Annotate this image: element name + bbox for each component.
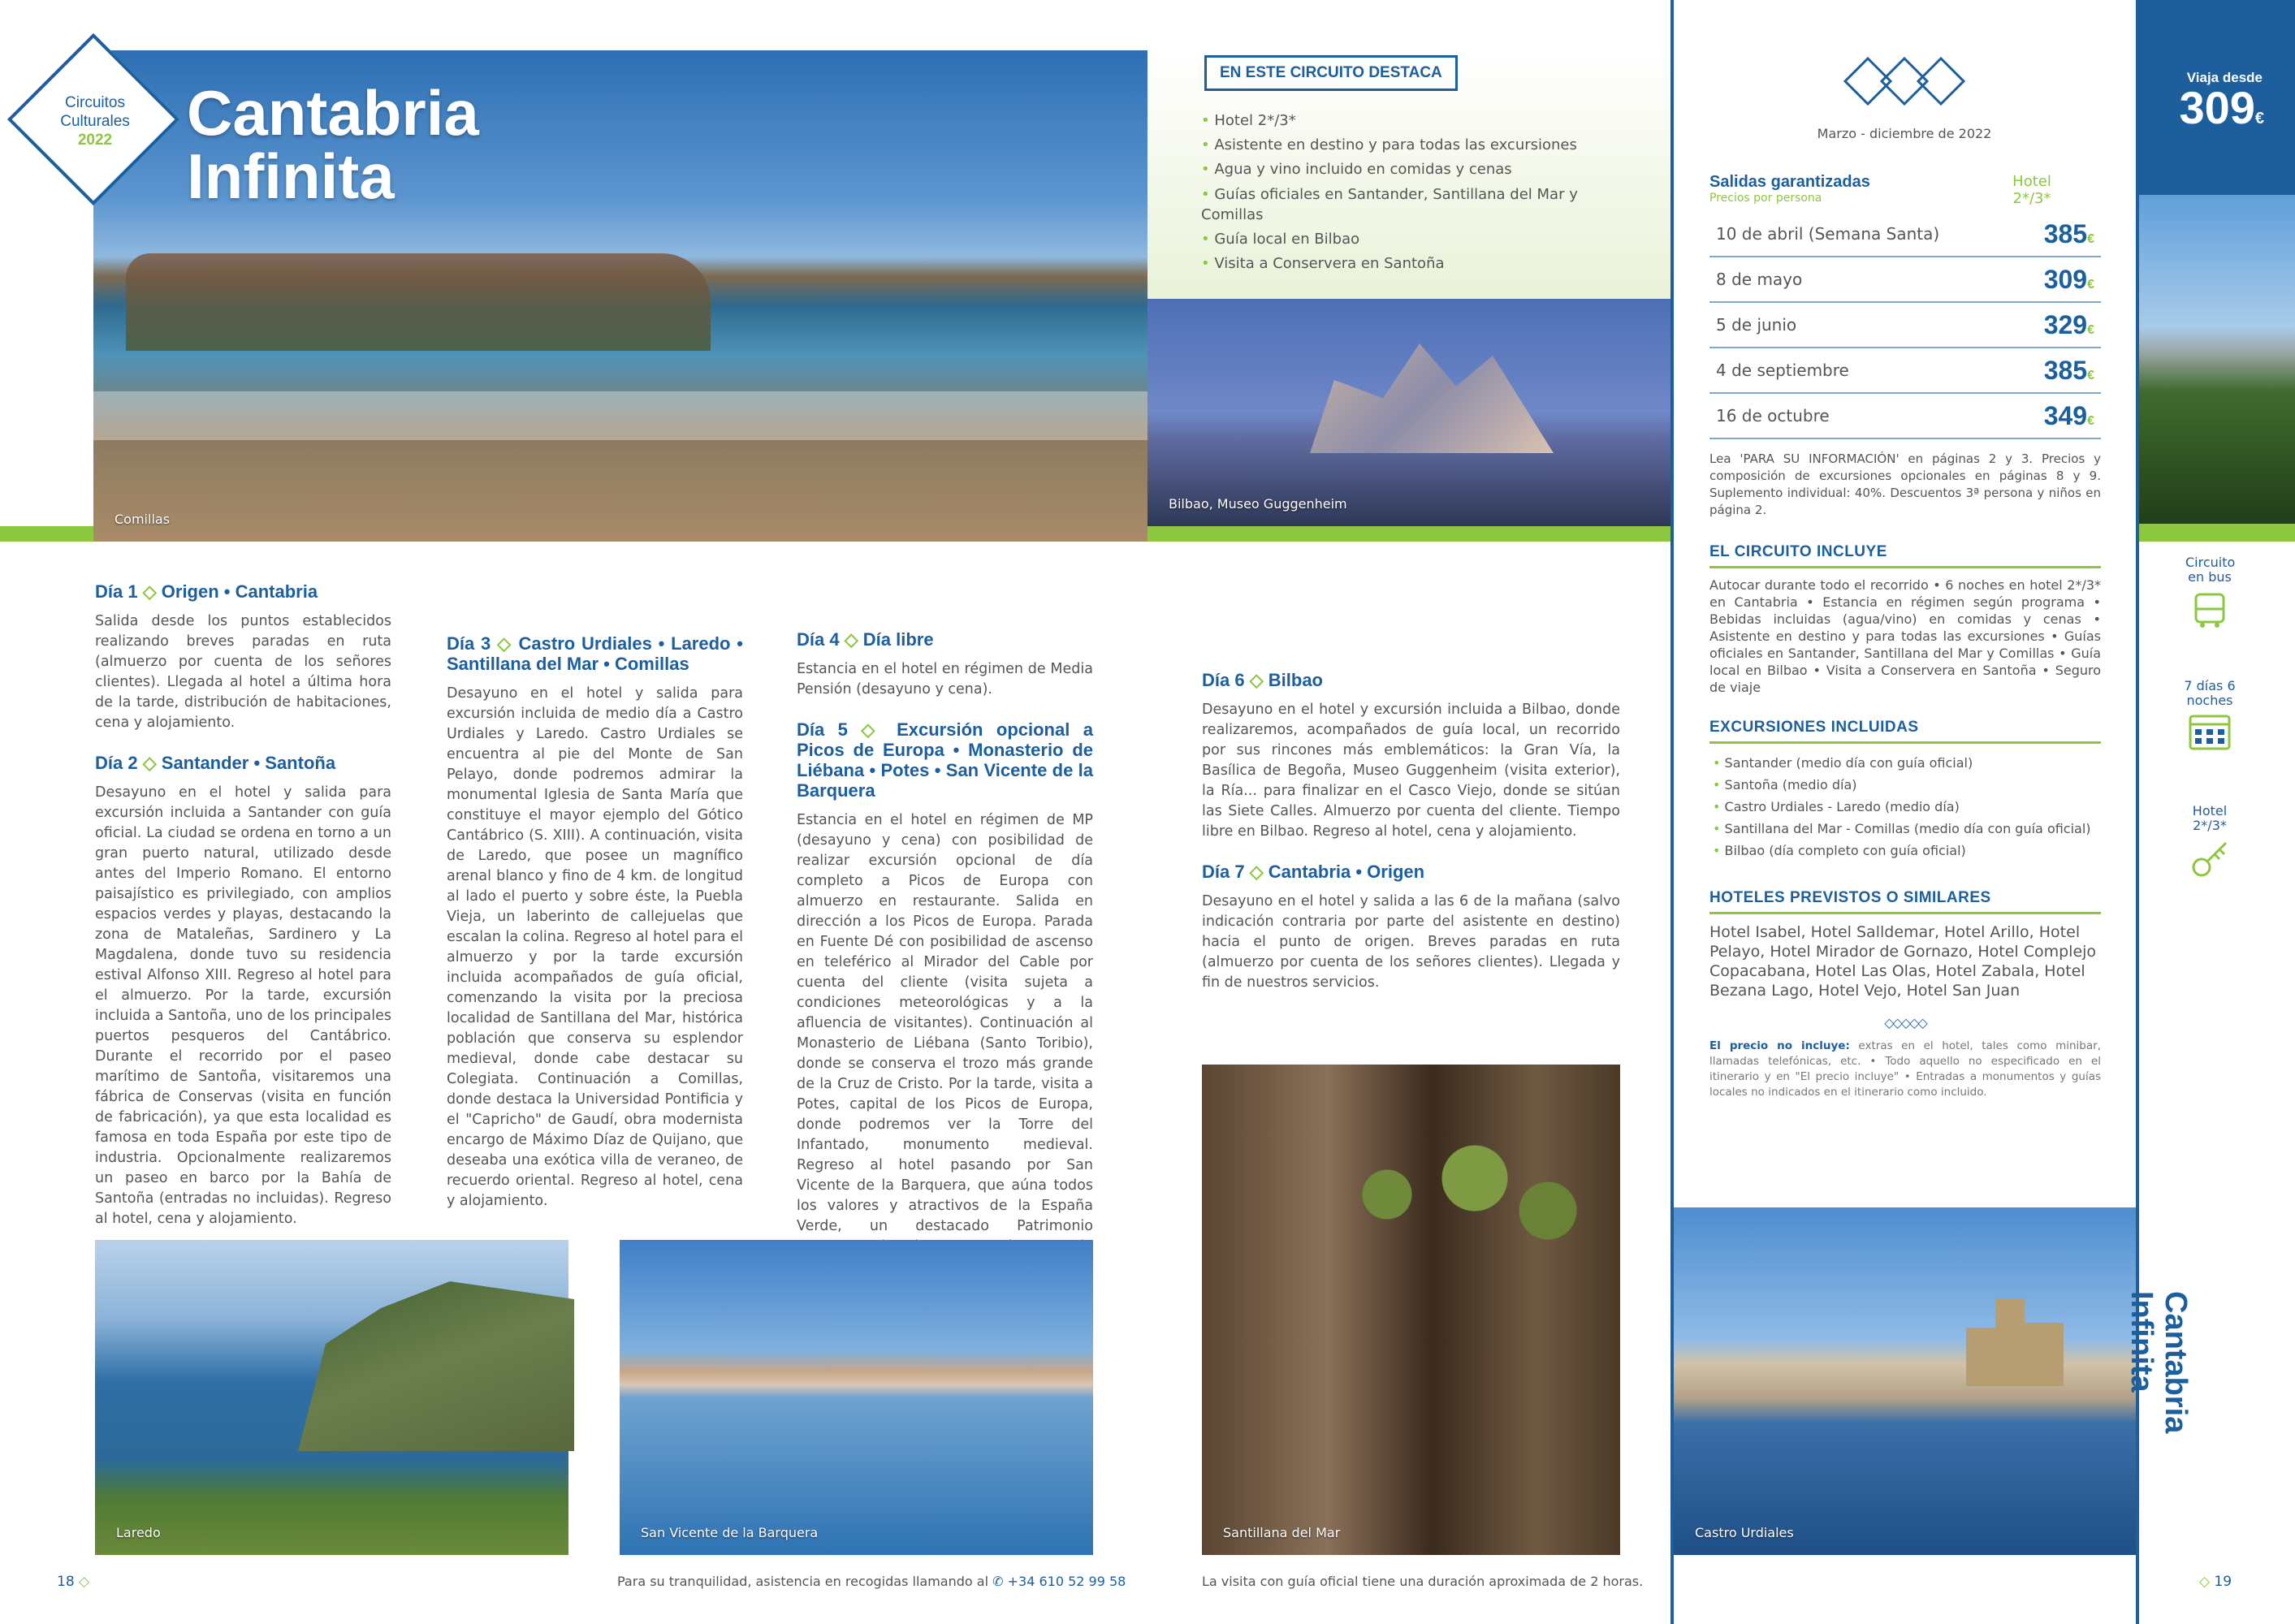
departures-table [1709,212,2101,439]
from-price: 309€ [2179,82,2264,133]
highlight-item: • Visita a Conservera en Santoña [1201,252,1640,276]
day-text: Salida desde los puntos establecidos realizando breves paradas en ruta (almuerzo por cuenta de los señores clientes). Llegada al hotel a última hora de la tarde, distribución de habitaciones, cena y alojamiento. [95,613,391,731]
phone-number: +34 610 52 99 58 [1007,1574,1126,1589]
day-text: Desayuno en el hotel y salida para excursión incluida a Santander con guía oficial. La ciudad se ordena en torno a un gran puerto natural, utilizado desde antes del Imperio Romano. El entorno paisajístico es privilegiado, con amplios espacios verdes y playas, destacando la zona de Mataleñas, Sardinero y La Magdalena, donde tuvo su residencia estival Alfonso XIII. Regreso al hotel para el almuerzo. Por la tarde, excursión incluida a Santoña, uno de los principales puertos pesqueros del Cantábrico. Durante el recorrido por el paseo marítimo de Santoña, visitaremos una fábrica de Conservas (visita en función de fabricación), ya que esta localidad es famosa en toda España por este tipo de industria. Opcionalmente realizaremos un paseo en barco por la Bahía de Santoña (entradas no incluidas). Regreso al hotel, cena y alojamiento. [95,784,391,1227]
photo-caption: Laredo [116,1525,161,1540]
day-route: Día libre [862,629,934,650]
calendar-icon [2187,711,2232,752]
laredo-photo [95,1240,568,1555]
hotels-title: HOTELES PREVISTOS O SIMILARES [1709,889,2101,914]
departure-row: 10 de abril (Semana Santa) 385€ [1709,212,2101,257]
day-text: Desayuno en el hotel y salida para excursión incluida de medio día a Castro Urdiales y Laredo. Castro Urdiales se encuentra al pie del Monte de San Pelayo, donde podremos admirar la monumental Iglesia de Santa María que constituye el mayor ejemplo del Gótico Cantábrico (S. XIII). A continuación, visita de Laredo, que posee un magnífico arenal blanco y fino de 4 km. de longitud al lado el puerto y sobre éste, la Puebla Vieja, un laberinto de callejuelas que escalan la colina. Regreso al hotel para el almuerzo y por la tarde excursión incluida acompañados de guía oficial, comenzando la visita por la preciosa localidad de Santillana del Mar, histórica población que conserva su esplendor medieval, donde cabe destacar su Colegiata. Continuación a Comillas, donde destaca la Universidad Pontificia y el "Capricho" de Gaudí, obra modernista encargo de Máximo Díaz de Quijano, que deseaba una exótica villa de veraneo, de recuerdo oriental. Regreso al hotel, cena y alojamiento. [447,685,743,1209]
highlight-item: • Asistente en destino y para todas las excursiones [1201,133,1640,158]
page-number-left: 18 ◇ [57,1574,90,1590]
day-number: Día 3 [447,633,491,654]
day-number: Día 1 [95,581,138,602]
logo-diamonds [1843,57,1965,106]
departures-subtitle: Precios por persona [1709,192,1822,205]
day-route: Excursión opcional a Picos de Europa • Monasterio de Liébana • Potes • San Vicente de la Barquera [797,719,1094,801]
day-route: Origen • Cantabria [161,581,318,602]
day-number: Día 5 [797,719,848,740]
highlight-item: • Hotel 2*/3* [1201,109,1640,133]
assistance-note: Para su tranquilidad, asistencia en recogidas llamando al ✆ +34 610 52 99 58 [617,1574,1126,1589]
departure-row: 4 de septiembre 385€ [1709,348,2101,394]
day-number: Día 4 [797,629,840,650]
day-text: Estancia en el hotel en régimen de Media Pensión (desayuno y cena). [797,661,1093,698]
page-title: Cantabria Infinita [187,77,479,212]
itinerary-col-3: Día 4 ◇ Día libre Estancia en el hotel en régimen de Media Pensión (desayuno y cena). Día 5 ◇ Excursión opcional a Picos de Europa • Monasterio de Liébana • Potes • San Vicente de la Barquera Estancia en el hotel en régimen de MP (desayuno y cena) con posibilidad de realizar excursión opcional de día completo a Picos de Europa con almuerzo en restaurante. Salida en dirección a los Picos de Europa. Parada en Fuente Dé con posibilidad de ascenso en teleférico al Mirador del Cable por cuenta del cliente (visita sujeta a condiciones meteorológicas y a la afluencia de visitantes). Continuación al Monasterio de Liébana (Santo Toribio), donde se conserva el trozo más grande de la Cruz de Cristo. Por la tarde, visita a Potes, capital de los Picos de Europa, donde podremos ver la Torre del Infantado, monumento medieval. Regreso al hotel pasando por San Vicente de la Barquera, que aúna todos los valores y atractivos de la España Verde, un destacado Patrimonio [797,629,1094,1234]
page-number-right: ◇ 19 [2199,1574,2232,1590]
includes-text: Autocar durante todo el recorrido • 6 noches en hotel 2*/3* en Cantabria • Estancia en régimen según programa • Bebidas incluidas (agua/vino) en comidas y cenas • Asistente en destino y para todas las excursiones • Guías oficiales en Santander, Santillana del Mar y Comillas • Guía local en Bilbao • Visita a Conservera en Santoña • Seguro de viaje [1709,577,2101,695]
photo-caption: Castro Urdiales [1695,1525,1794,1540]
departures-title: Salidas garantizadas [1709,173,1870,191]
not-included-label: El precio no incluye: [1709,1039,1850,1052]
key-icon [2187,836,2232,882]
departure-row: 5 de junio 329€ [1709,303,2101,348]
duration-info: 7 días 6 noches [2165,679,2254,755]
excursion-item: • Santoña (medio día) [1713,774,2101,796]
pricing-note: Lea 'PARA SU INFORMACIÓN' en páginas 2 y 3. Precios y composición de excursiones opcionales en páginas 8 y 9. Suplemento individual: 40%. Descuentos 3ª persona y niños en página 2. [1709,451,2101,517]
mountain-photo [2139,195,2295,524]
badge-line1: Circuitos [65,94,125,111]
day-number: Día 7 [1202,862,1245,882]
departure-row: 16 de octubre 349€ [1709,394,2101,439]
bilbao-photo [1148,299,1670,526]
day-text: Desayuno en el hotel y excursión incluida a Bilbao, donde realizaremos, acompañados de guía local, un recorrido por sus rincones más emblemáticos: la Gran Vía, la Basílica de Begoña, Museo Guggenheim (visita exterior), la Ría... para finalizar en el Casco Viejo, donde se sitúan las Siete Calles. Almuerzo por cuenta del cliente. Tiempo libre en Bilbao. Regreso al hotel, cena y alojamiento. [1202,702,1620,840]
excursion-item: • Castro Urdiales - Laredo (medio día) [1713,796,2101,818]
day-route: Cantabria • Origen [1268,862,1425,882]
itinerary-col-1: Día 1 ◇ Origen • Cantabria Salida desde los puntos establecidos realizando breves paradas en ruta (almuerzo por cuenta de los señores clientes). Llegada al hotel a última hora de la tarde, distribución de habitaciones, cena y alojamiento. Día 2 ◇ Santander • Santoña Desayuno en el hotel y salida para excursión incluida a Santander con guía oficial. La ciudad se ordena en torno a un gran puerto natural, utilizado desde antes del Imperio Romano. El entorno paisajístico es privilegiado, con amplios espacios verdes y playas, destacando la zona de Mataleñas, Sardinero y La Magdalena, donde tuvo su residencia estival Alfonso XIII. Regreso al hotel para el almuerzo. Por la tarde, excursión incluida a Santoña, uno de los principales puertos pesqueros del Cantábrico. Durante el recorrido por el paseo marítimo de Santoña, visitaremos una fábrica de Conservas (visita en función de fabricación), ya que esta localidad es famosa en toda España por este tipo de industria. Opcionalmente realizaremos un paseo en barco por la Bahía de Santoña (entradas no incluidas). Regreso al hotel, cena y alojamiento. [95,581,391,1227]
badge-line2: Culturales [60,113,130,130]
excursion-item: • Santander (medio día con guía oficial) [1713,752,2101,774]
highlights-box [1148,50,1670,299]
day-text: Estancia en el hotel en régimen de MP (desayuno y cena) con posibilidad de realizar excursión opcional de día completo a Picos de Europa con almuerzo en restaurante. Salida en dirección a los Picos de Europa. Parada en Fuente Dé con posibilidad de ascenso en teleférico al Mirador del Cable por cuenta del cliente (visita sujeta a condiciones meteorológicas y a la afluencia de visitantes). Continuación al Monasterio de Liébana (Santo Toribio), donde se conserva el trozo más grande de la Cruz de Cristo. Por la tarde, visita a Potes, capital de los Picos de Europa, donde podremos ver la Torre del Infantado, monumento medieval. Regreso al hotel pasando por San Vicente de la Barquera, que aúna todos los valores y atractivos de la España Verde, un destacado Patrimonio [797,812,1093,1234]
not-included-text: extras en el hotel, tales como minibar, llamadas telefónicas, etc. • Todo aquello no especificado en el itinerario y en "El precio incluye" • Entradas a monumentos y guías locales no indicados en el itinerario como incluido. [1709,1039,2101,1099]
highlight-item: • Agua y vino incluido en comidas y cenas [1201,158,1640,182]
hotels-text: Hotel Isabel, Hotel Salldemar, Hotel Arillo, Hotel Pelayo, Hotel Mirador de Gornazo, Hotel Complejo Copacabana, Hotel Las Olas, Hotel Zabala, Hotel Bezana Lago, Hotel Vejo, Hotel San Juan [1709,923,2097,1000]
excursion-item: • Santillana del Mar - Comillas (medio día con guía oficial) [1713,818,2101,840]
hotel-column-header: Hotel 2*/3* [2012,173,2051,207]
includes-title: EL CIRCUITO INCLUYE [1709,543,2101,568]
castro-photo [1674,1207,2136,1555]
photo-caption: Santillana del Mar [1223,1525,1341,1540]
departure-row: 8 de mayo 309€ [1709,257,2101,303]
excursions-title: EXCURSIONES INCLUIDAS [1709,719,2101,744]
bus-circuit-info: Circuito en bus [2165,555,2254,633]
highlight-item: • Guía local en Bilbao [1201,227,1640,252]
itinerary-col-4: Día 6 ◇ Bilbao Desayuno en el hotel y excursión incluida a Bilbao, donde realizaremos, acompañados de guía local, un recorrido por sus rincones más emblemáticos: la Gran Vía, la Basílica de Begoña, Museo Guggenheim (visita exterior), la Ría... para finalizar en el Casco Viejo, donde se sitúan las Siete Calles. Almuerzo por cuenta del cliente. Tiempo libre en Bilbao. Regreso al hotel, cena y alojamiento. Día 7 ◇ Cantabria • Origen Desayuno en el hotel y salida a las 6 de la mañana (salvo indicación contraria por parte del asistente en destino) hacia el punto de origen. Breves paradas en ruta (almuerzo por cuenta de los señores clientes). Llegada y fin de nuestros servicios. [1202,581,1620,993]
guide-duration-note: La visita con guía oficial tiene una duración aproximada de 2 horas. [1202,1574,1644,1589]
day-text: Desayuno en el hotel y salida a las 6 de la mañana (salvo indicación contraria por parte del asistente en destino) hacia el punto de origen. Breves paradas en ruta (almuerzo por cuenta de los señores clientes). Llegada y fin de nuestros servicios. [1202,893,1620,991]
day-route: Castro Urdiales • Laredo • Santillana del Mar • Comillas [447,633,743,674]
photo-caption: San Vicente de la Barquera [641,1525,819,1540]
diamonds-divider-icon: ◇◇◇◇◇ [1884,1015,1926,1030]
day-number: Día 6 [1202,670,1245,690]
vertical-title: Cantabria Infinita [2124,1291,2193,1434]
day-number: Día 2 [95,753,138,773]
photo-caption: Comillas [115,512,171,527]
date-range: Marzo - diciembre de 2022 [1817,126,1992,141]
santillana-photo [1202,1065,1620,1555]
photo-caption: Bilbao, Museo Guggenheim [1169,496,1347,512]
highlight-item: • Guías oficiales en Santander, Santillana del Mar y Comillas [1201,184,1640,225]
itinerary-col-2: Día 3 ◇ Castro Urdiales • Laredo • Santillana del Mar • Comillas Desayuno en el hotel y salida para excursión incluida de medio día a Castro Urdiales y Laredo. Castro Urdiales se encuentra al pie del Monte de San Pelayo, donde podremos admirar la monumental Iglesia de Santa María que constituye el mayor ejemplo del Gótico Cantábrico (S. XIII). A continuación, visita de Laredo, que posee un magnífico arenal blanco y fino de 4 km. de longitud al lado el puerto y sobre éste, la Puebla Vieja, un laberinto de callejuelas que escalan la colina. Regreso al hotel para el almuerzo y por la tarde excursión incluida acompañados de guía oficial, comenzando la visita por la preciosa localidad de Santillana del Mar, histórica población que conserva su esplendor medieval, donde cabe destacar su Colegiata. Continuación a Comillas, donde destaca la Universidad Pontificia y el "Capricho" de Gaudí, obra modernista encargo de Máximo Díaz de Quijano, que deseaba una exótica villa de veraneo, de recuerdo oriental. Regreso al hotel, cena y alojamiento. [447,633,743,1209]
highlights-title: EN ESTE CIRCUITO DESTACA [1204,55,1458,91]
excursion-item: • Bilbao (día completo con guía oficial) [1713,840,2101,862]
phone-icon: ✆ [992,1574,1004,1589]
day-route: Santander • Santoña [161,753,336,773]
sanvicente-photo [620,1240,1093,1555]
from-label: Viaja desde [2186,70,2263,85]
day-route: Bilbao [1268,670,1323,690]
bus-icon [2189,590,2230,630]
badge-year: 2022 [77,132,113,149]
hotel-info: Hotel 2*/3* [2165,804,2254,885]
diamonds-logo-icon [1843,57,1965,106]
